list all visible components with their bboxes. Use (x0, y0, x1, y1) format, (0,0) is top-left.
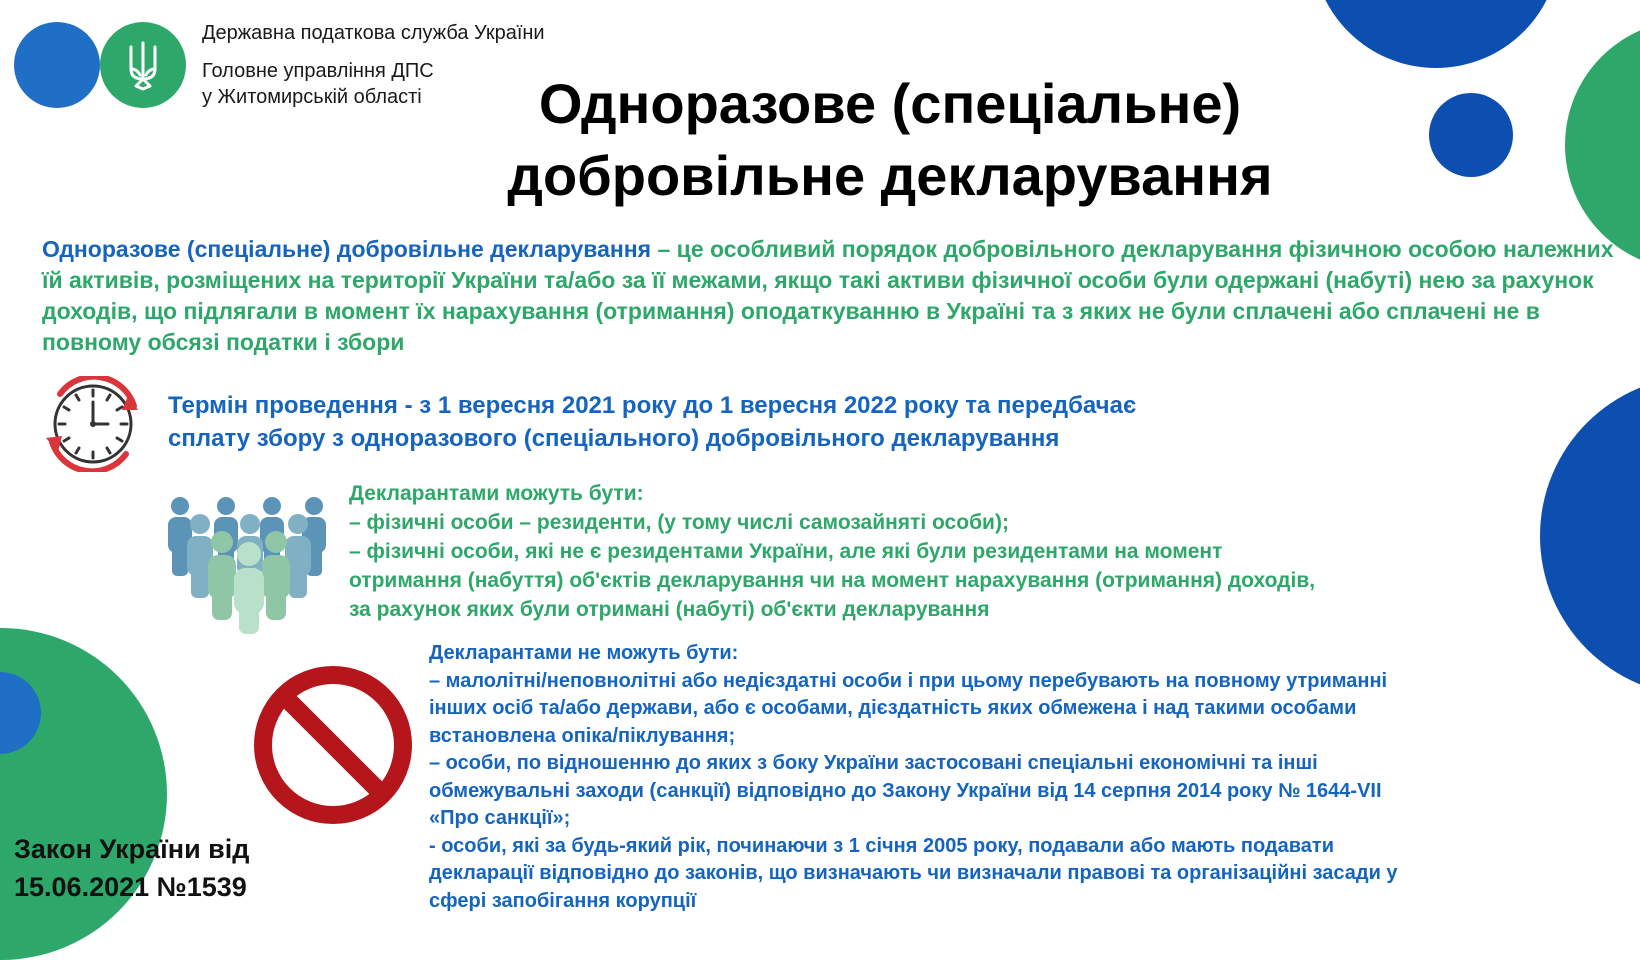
law-reference (14, 830, 249, 906)
prohibited-icon (252, 664, 414, 826)
decor-circle-small-blue (1429, 93, 1513, 177)
can-be-heading: Декларантами можуть бути: (349, 482, 644, 505)
cannot-be-item-2-line-3: «Про санкції»; (429, 807, 571, 829)
cannot-be-item-1-line-2: інших осіб та/або держави, або є особами, дієздатність яких обмежена і над такими особами (429, 697, 1357, 719)
cannot-be-item-1-line-3: встановлена опіка/піклування; (429, 724, 736, 747)
cannot-be-item-3-line-2: декларації відповідно до законів, що визначають чи визначали правові та організаційні засади у (429, 862, 1398, 884)
clock-icon (38, 376, 146, 472)
cannot-be-heading: Декларантами не можуть бути: (429, 642, 739, 664)
title-line-1: Одноразове (спеціальне) (538, 72, 1242, 135)
decor-circle-top-blue (1312, 0, 1560, 68)
law-line-2: 15.06.2021 №1539 (14, 872, 247, 902)
trident-icon (123, 39, 163, 91)
period-line-1: Термін проведення - з 1 вересня 2021 року до 1 вересня 2022 року та передбачає (168, 392, 1137, 419)
period-line-2: сплату збору з одноразового (спеціального) добровільного декларування (168, 425, 1060, 452)
cannot-be-item-3-line-1: - особи, які за будь-який рік, починаючи з 1 січня 2005 року, подавали або мають подавати (429, 834, 1334, 857)
org-name: Державна податкова служба України (202, 22, 545, 44)
org-region: у Житомирській області (202, 86, 422, 108)
org-department: Головне управління ДПС (202, 60, 434, 82)
page-title (460, 68, 1320, 212)
logo-green-circle (100, 22, 186, 108)
title-line-2: добровільне декларування (507, 144, 1273, 207)
can-be-item-2-line-3: за рахунок яких були отримані (набуті) об'єкти декларування (349, 598, 990, 621)
decor-circle-bottom-left-green (0, 628, 167, 960)
period-text (168, 389, 1468, 455)
definition-text: – це особливий порядок добровільного декларування фізичною особою належних їй активів, розміщених на території України та/або за її межами, якщо такі активи фізичної особи були одержані (набуті) нею за рахунок доходів, що підлягали в момент їх нарахування (отримання) оподаткуванню в Україні та з яких не були сплачені або сплачені не в повному обсязі податки і збори (42, 236, 1614, 355)
can-be-item-2-line-1: – фізичні особи, які не є резидентами України, але які були резидентами на момент (349, 540, 1223, 563)
cannot-be-item-2-line-1: – особи, по відношенню до яких з боку України застосовані спеціальні економічні та інші (429, 752, 1318, 774)
cannot-be-item-3-line-3: сфері запобігання корупції (429, 889, 697, 912)
logo-blue-circle (14, 22, 100, 108)
cannot-be-item-1-line-1: – малолітні/неповнолітні або недієздатні особи і при цьому перебувають на повному утриманні (429, 669, 1388, 692)
definition-paragraph (42, 234, 1632, 358)
decor-circle-top-right-green (1565, 20, 1640, 270)
can-be-section (349, 479, 1549, 624)
can-be-item-1: – фізичні особи – резиденти, (у тому числі самозайняті особи); (349, 511, 1009, 534)
can-be-item-2-line-2: отримання (набуття) об'єктів декларування чи на момент нарахування (отримання) доходів, (349, 569, 1316, 592)
definition-term: Одноразове (спеціальне) добровільне декларування (42, 236, 652, 262)
cannot-be-section (429, 640, 1629, 915)
law-line-1: Закон України від (14, 834, 250, 864)
people-icon (164, 496, 330, 634)
cannot-be-item-2-line-2: обмежувальні заходи (санкції) відповідно до Закону України від 14 серпня 2014 року № 1644-VII (429, 779, 1382, 802)
